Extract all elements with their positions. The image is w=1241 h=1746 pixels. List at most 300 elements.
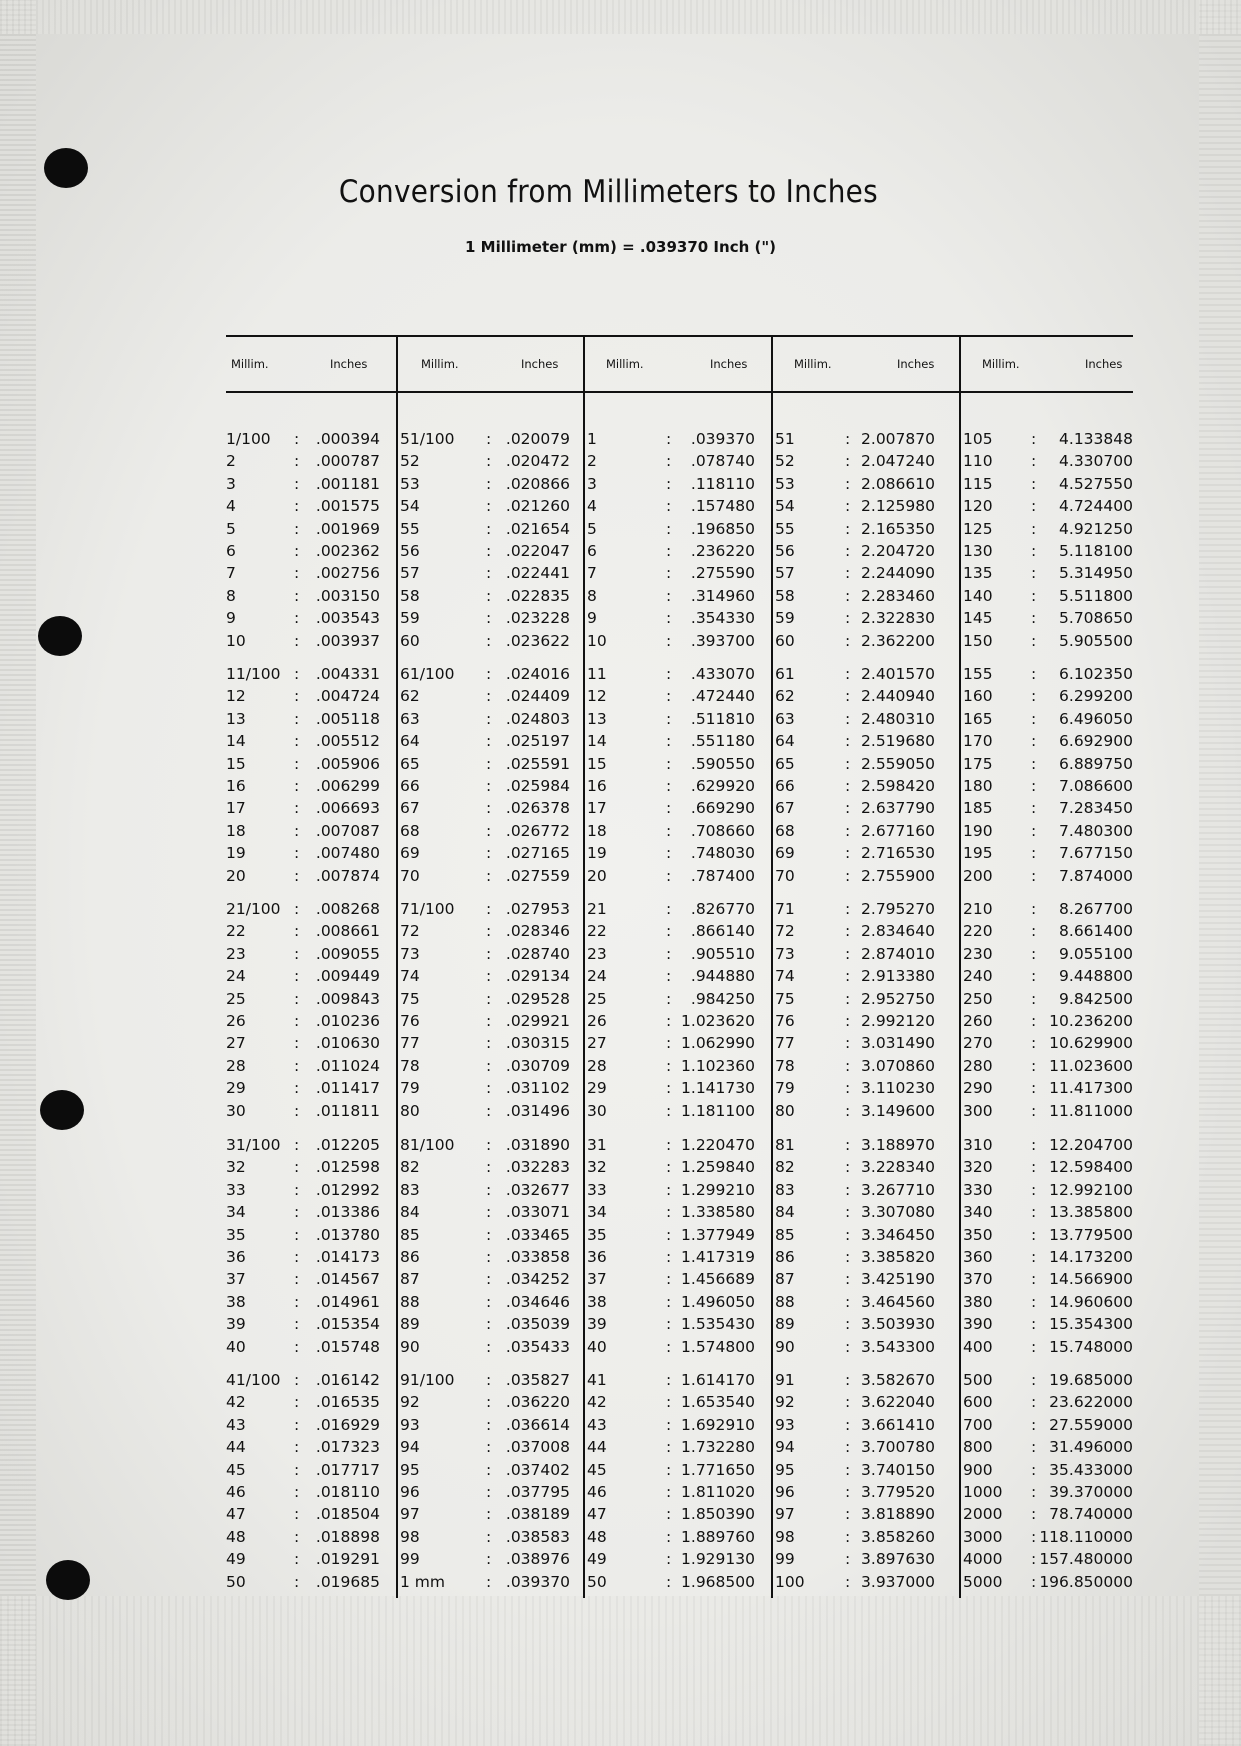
table-row: [226, 820, 396, 842]
inch-value: 2.440940: [861, 687, 935, 706]
table-row: [587, 898, 771, 920]
table-row: [587, 775, 771, 797]
inch-value: 6.496050: [1059, 709, 1133, 728]
inch-value: 2.322830: [861, 609, 935, 628]
millimeter-value: 71/100: [400, 900, 455, 918]
column-header-millim: Millim.: [794, 357, 832, 371]
column-header-millim: Millim.: [231, 357, 269, 371]
table-row: [400, 1032, 584, 1054]
separator-colon: :: [294, 799, 300, 818]
separator-colon: :: [294, 586, 300, 605]
millimeter-value: 89: [400, 1315, 420, 1334]
row-group: [963, 1134, 1133, 1358]
millimeter-value: 58: [775, 586, 795, 605]
millimeter-value: 17: [226, 799, 246, 818]
inch-value: 2.874010: [861, 944, 935, 963]
table-column: [226, 335, 396, 1598]
inch-value: .001969: [315, 519, 380, 538]
millimeter-value: 15: [226, 754, 246, 773]
millimeter-value: 12: [226, 687, 246, 706]
inch-value: .024409: [505, 687, 570, 706]
millimeter-value: 145: [963, 609, 993, 628]
millimeter-value: 185: [963, 799, 993, 818]
column-header-millim: Millim.: [982, 357, 1020, 371]
inch-value: .511810: [690, 709, 755, 728]
millimeter-value: 52: [400, 452, 420, 471]
separator-colon: :: [1031, 754, 1037, 773]
inch-value: 196.850000: [1039, 1572, 1133, 1591]
table-row: [963, 1055, 1133, 1077]
millimeter-value: 82: [775, 1158, 795, 1177]
table-row: [400, 920, 584, 942]
separator-colon: :: [1031, 1460, 1037, 1479]
table-row: [400, 1179, 584, 1201]
separator-colon: :: [294, 474, 300, 493]
inch-value: .024016: [505, 665, 570, 683]
inch-value: 2.007870: [861, 430, 935, 448]
millimeter-value: 135: [963, 564, 993, 583]
separator-colon: :: [486, 1371, 492, 1389]
table-row: [775, 585, 959, 607]
inch-value: .018504: [315, 1505, 380, 1524]
millimeter-value: 170: [963, 732, 993, 751]
inch-value: 1.023620: [681, 1011, 755, 1030]
separator-colon: :: [1031, 989, 1037, 1008]
millimeter-value: 16: [587, 776, 607, 795]
inch-value: 4.527550: [1059, 474, 1133, 493]
inch-value: .028346: [505, 922, 570, 941]
inch-value: 2.519680: [861, 732, 935, 751]
separator-colon: :: [666, 1180, 672, 1199]
separator-colon: :: [294, 1203, 300, 1222]
inch-value: 8.267700: [1059, 900, 1133, 918]
inch-value: 118.110000: [1039, 1527, 1133, 1546]
millimeter-value: 69: [775, 844, 795, 863]
inch-value: .014961: [315, 1292, 380, 1311]
table-row: [400, 1268, 584, 1290]
table-row: [587, 797, 771, 819]
millimeter-value: 80: [400, 1101, 420, 1120]
inch-value: .393700: [690, 631, 755, 650]
inch-value: .012992: [315, 1180, 380, 1199]
inch-value: .275590: [690, 564, 755, 583]
inch-value: 3.582670: [861, 1371, 935, 1389]
table-row: [226, 495, 396, 517]
inch-value: .011417: [315, 1079, 380, 1098]
inch-value: .004724: [315, 687, 380, 706]
inch-value: .029921: [505, 1011, 570, 1030]
millimeter-value: 75: [400, 989, 420, 1008]
inch-value: .004331: [315, 665, 380, 683]
conversion-table: [226, 335, 1133, 1598]
table-row: [587, 1526, 771, 1548]
separator-colon: :: [1031, 541, 1037, 560]
table-row: [963, 518, 1133, 540]
inch-value: .014567: [315, 1270, 380, 1289]
table-row: [226, 797, 396, 819]
separator-colon: :: [666, 1505, 672, 1524]
table-row: [963, 1481, 1133, 1503]
separator-colon: :: [845, 989, 851, 1008]
table-row: [226, 1055, 396, 1077]
table-row: [226, 943, 396, 965]
table-row: [587, 753, 771, 775]
separator-colon: :: [845, 1505, 851, 1524]
millimeter-value: 97: [775, 1505, 795, 1524]
table-row: [400, 1571, 584, 1593]
table-row: [587, 428, 771, 450]
table-row: [587, 630, 771, 652]
table-row: [775, 1268, 959, 1290]
separator-colon: :: [666, 1550, 672, 1569]
millimeter-value: 61: [775, 665, 795, 683]
millimeter-value: 35: [226, 1225, 246, 1244]
millimeter-value: 700: [963, 1415, 993, 1434]
millimeter-value: 65: [400, 754, 420, 773]
separator-colon: :: [845, 944, 851, 963]
millimeter-value: 98: [400, 1527, 420, 1546]
separator-colon: :: [845, 1011, 851, 1030]
table-row: [963, 630, 1133, 652]
millimeter-value: 2: [587, 452, 597, 471]
separator-colon: :: [845, 1292, 851, 1311]
table-row: [587, 1414, 771, 1436]
millimeter-value: 44: [226, 1438, 246, 1457]
separator-colon: :: [1031, 1505, 1037, 1524]
column-header-millim: Millim.: [606, 357, 644, 371]
inch-value: .030315: [505, 1034, 570, 1053]
millimeter-value: 45: [587, 1460, 607, 1479]
inch-value: 2.755900: [861, 866, 935, 885]
page-title: Conversion from Millimeters to Inches: [338, 174, 878, 210]
millimeter-value: 98: [775, 1527, 795, 1546]
millimeter-value: 86: [400, 1247, 420, 1266]
inch-value: .020079: [505, 430, 570, 448]
millimeter-value: 9: [226, 609, 236, 628]
inch-value: .039370: [505, 1572, 570, 1591]
millimeter-value: 21: [587, 900, 607, 918]
separator-colon: :: [845, 866, 851, 885]
table-row: [587, 1459, 771, 1481]
table-row: [775, 685, 959, 707]
millimeter-value: 85: [775, 1225, 795, 1244]
inch-value: 13.385800: [1049, 1203, 1133, 1222]
millimeter-value: 93: [400, 1415, 420, 1434]
separator-colon: :: [294, 665, 300, 683]
inch-value: .019685: [315, 1572, 380, 1591]
table-row: [775, 1336, 959, 1358]
separator-colon: :: [666, 474, 672, 493]
separator-colon: :: [486, 687, 492, 706]
millimeter-value: 94: [775, 1438, 795, 1457]
millimeter-value: 19: [226, 844, 246, 863]
millimeter-value: 91: [775, 1371, 795, 1389]
table-row: [963, 1313, 1133, 1335]
separator-colon: :: [486, 452, 492, 471]
millimeter-value: 30: [226, 1101, 246, 1120]
separator-colon: :: [1031, 1393, 1037, 1412]
millimeter-value: 72: [775, 922, 795, 941]
table-row: [963, 450, 1133, 472]
inch-value: 7.874000: [1059, 866, 1133, 885]
millimeter-value: 110: [963, 452, 993, 471]
punch-hole-3: [40, 1090, 84, 1130]
inch-value: 2.047240: [861, 452, 935, 471]
table-row: [226, 1032, 396, 1054]
separator-colon: :: [294, 944, 300, 963]
inch-value: 35.433000: [1049, 1460, 1133, 1479]
inch-value: .020472: [505, 452, 570, 471]
table-row: [226, 1436, 396, 1458]
millimeter-value: 61/100: [400, 665, 455, 683]
separator-colon: :: [486, 1158, 492, 1177]
millimeter-value: 600: [963, 1393, 993, 1412]
table-row: [400, 1077, 584, 1099]
millimeter-value: 350: [963, 1225, 993, 1244]
table-row: [775, 730, 959, 752]
millimeter-value: 11: [587, 665, 607, 683]
inch-value: 5.118100: [1059, 541, 1133, 560]
table-row: [400, 518, 584, 540]
separator-colon: :: [666, 1527, 672, 1546]
millimeter-value: 70: [400, 866, 420, 885]
table-row: [400, 797, 584, 819]
inch-value: .023228: [505, 609, 570, 628]
millimeter-value: 18: [226, 821, 246, 840]
separator-colon: :: [486, 821, 492, 840]
millimeter-value: 400: [963, 1337, 993, 1356]
separator-colon: :: [486, 922, 492, 941]
millimeter-value: 92: [775, 1393, 795, 1412]
millimeter-value: 200: [963, 866, 993, 885]
inch-value: .003150: [315, 586, 380, 605]
inch-value: .030709: [505, 1056, 570, 1075]
inch-value: .005906: [315, 754, 380, 773]
millimeter-value: 35: [587, 1225, 607, 1244]
millimeter-value: 41: [587, 1371, 607, 1389]
millimeter-value: 25: [587, 989, 607, 1008]
table-row: [587, 842, 771, 864]
inch-value: .016142: [315, 1371, 380, 1389]
inch-value: .035433: [505, 1337, 570, 1356]
inch-value: .354330: [690, 609, 755, 628]
millimeter-value: 27: [587, 1034, 607, 1053]
separator-colon: :: [1031, 631, 1037, 650]
millimeter-value: 37: [587, 1270, 607, 1289]
inch-value: .157480: [690, 497, 755, 516]
separator-colon: :: [1031, 844, 1037, 863]
millimeter-value: 63: [775, 709, 795, 728]
table-row: [226, 585, 396, 607]
table-row: [963, 1100, 1133, 1122]
millimeter-value: 73: [400, 944, 420, 963]
millimeter-value: 45: [226, 1460, 246, 1479]
separator-colon: :: [1031, 1438, 1037, 1457]
inch-value: .037795: [505, 1482, 570, 1501]
millimeter-value: 380: [963, 1292, 993, 1311]
inch-value: 3.188970: [861, 1136, 935, 1154]
separator-colon: :: [486, 586, 492, 605]
millimeter-value: 71: [775, 900, 795, 918]
inch-value: 31.496000: [1049, 1438, 1133, 1457]
millimeter-value: 14: [587, 732, 607, 751]
millimeter-value: 84: [400, 1203, 420, 1222]
millimeter-value: 97: [400, 1505, 420, 1524]
millimeter-value: 125: [963, 519, 993, 538]
inch-value: .015354: [315, 1315, 380, 1334]
row-group: [400, 1369, 584, 1593]
inch-value: .013386: [315, 1203, 380, 1222]
separator-colon: :: [666, 1482, 672, 1501]
separator-colon: :: [666, 687, 672, 706]
inch-value: 3.425190: [861, 1270, 935, 1289]
separator-colon: :: [294, 844, 300, 863]
table-row: [775, 607, 959, 629]
separator-colon: :: [486, 1460, 492, 1479]
millimeter-value: 43: [587, 1415, 607, 1434]
table-row: [587, 1369, 771, 1391]
separator-colon: :: [666, 821, 672, 840]
millimeter-value: 56: [400, 541, 420, 560]
inch-value: .748030: [690, 844, 755, 863]
inch-value: .472440: [690, 687, 755, 706]
inch-value: 9.842500: [1059, 989, 1133, 1008]
row-group: [226, 1134, 396, 1358]
table-row: [587, 1391, 771, 1413]
table-row: [226, 1459, 396, 1481]
inch-value: .008268: [315, 900, 380, 918]
separator-colon: :: [1031, 1079, 1037, 1098]
inch-value: .033071: [505, 1203, 570, 1222]
table-row: [226, 1481, 396, 1503]
table-row: [775, 1291, 959, 1313]
millimeter-value: 2: [226, 452, 236, 471]
millimeter-value: 46: [226, 1482, 246, 1501]
millimeter-value: 34: [587, 1203, 607, 1222]
separator-colon: :: [294, 1550, 300, 1569]
separator-colon: :: [294, 1393, 300, 1412]
table-row: [587, 562, 771, 584]
table-row: [587, 965, 771, 987]
separator-colon: :: [294, 1180, 300, 1199]
inch-value: .006693: [315, 799, 380, 818]
table-row: [587, 1010, 771, 1032]
separator-colon: :: [486, 1203, 492, 1222]
inch-value: .944880: [690, 967, 755, 986]
inch-value: .036220: [505, 1393, 570, 1412]
millimeter-value: 28: [587, 1056, 607, 1075]
inch-value: .031890: [505, 1136, 570, 1154]
row-group: [400, 1134, 584, 1358]
separator-colon: :: [666, 497, 672, 516]
separator-colon: :: [666, 1225, 672, 1244]
inch-value: .003543: [315, 609, 380, 628]
millimeter-value: 20: [587, 866, 607, 885]
inch-value: 6.692900: [1059, 732, 1133, 751]
table-row: [963, 1156, 1133, 1178]
separator-colon: :: [1031, 732, 1037, 751]
table-row: [226, 1156, 396, 1178]
column-divider: [396, 335, 398, 1598]
table-row: [400, 1313, 584, 1335]
millimeter-value: 79: [400, 1079, 420, 1098]
table-row: [400, 1503, 584, 1525]
millimeter-value: 34: [226, 1203, 246, 1222]
inch-value: 10.629900: [1049, 1034, 1133, 1053]
table-row: [775, 1481, 959, 1503]
inch-value: .022835: [505, 586, 570, 605]
separator-colon: :: [666, 1056, 672, 1075]
inch-value: .025984: [505, 776, 570, 795]
millimeter-value: 86: [775, 1247, 795, 1266]
millimeter-value: 6: [587, 541, 597, 560]
table-row: [400, 1156, 584, 1178]
separator-colon: :: [486, 1482, 492, 1501]
millimeter-value: 155: [963, 665, 993, 683]
row-group: [963, 663, 1133, 887]
table-row: [400, 663, 584, 685]
table-row: [587, 1336, 771, 1358]
millimeter-value: 40: [226, 1337, 246, 1356]
separator-colon: :: [294, 1371, 300, 1389]
millimeter-value: 7: [226, 564, 236, 583]
separator-colon: :: [666, 452, 672, 471]
table-row: [400, 865, 584, 887]
millimeter-value: 140: [963, 586, 993, 605]
inch-value: .025197: [505, 732, 570, 751]
table-row: [226, 1414, 396, 1436]
table-row: [226, 730, 396, 752]
row-group: [587, 1369, 771, 1593]
separator-colon: :: [666, 922, 672, 941]
table-row: [587, 1179, 771, 1201]
inch-value: 1.417319: [681, 1247, 755, 1266]
separator-colon: :: [666, 1337, 672, 1356]
inch-value: 157.480000: [1039, 1550, 1133, 1569]
inch-value: 19.685000: [1049, 1371, 1133, 1389]
separator-colon: :: [486, 519, 492, 538]
separator-colon: :: [294, 452, 300, 471]
separator-colon: :: [666, 754, 672, 773]
inch-value: .016535: [315, 1393, 380, 1412]
millimeter-value: 43: [226, 1415, 246, 1434]
table-row: [226, 753, 396, 775]
inch-value: .032677: [505, 1180, 570, 1199]
inch-value: 2.480310: [861, 709, 935, 728]
table-row: [963, 730, 1133, 752]
millimeter-value: 82: [400, 1158, 420, 1177]
table-row: [963, 495, 1133, 517]
inch-value: 3.031490: [861, 1034, 935, 1053]
inch-value: 14.173200: [1049, 1247, 1133, 1266]
table-row: [400, 473, 584, 495]
inch-value: 12.598400: [1049, 1158, 1133, 1177]
inch-value: 1.968500: [681, 1572, 755, 1591]
table-row: [400, 495, 584, 517]
inch-value: 1.338580: [681, 1203, 755, 1222]
millimeter-value: 53: [400, 474, 420, 493]
separator-colon: :: [294, 1056, 300, 1075]
column-header-inches: Inches: [1085, 357, 1123, 371]
millimeter-value: 96: [400, 1482, 420, 1501]
separator-colon: :: [1031, 1292, 1037, 1311]
inch-value: 9.055100: [1059, 944, 1133, 963]
separator-colon: :: [845, 1315, 851, 1334]
table-row: [400, 1369, 584, 1391]
table-row: [226, 1291, 396, 1313]
millimeter-value: 85: [400, 1225, 420, 1244]
inch-value: 3.503930: [861, 1315, 935, 1334]
